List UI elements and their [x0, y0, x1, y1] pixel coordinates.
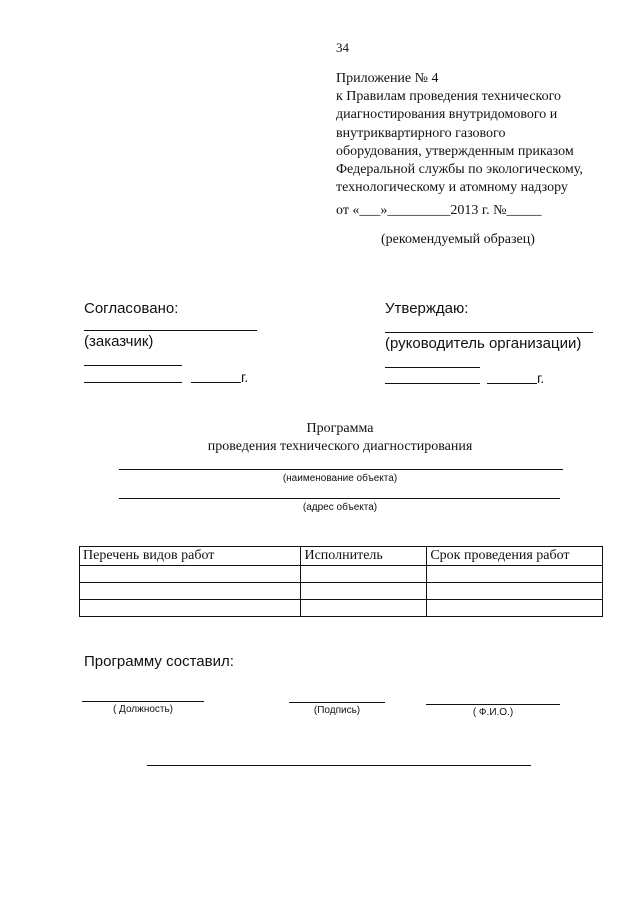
director-date-line — [385, 383, 480, 384]
agreed-label: Согласовано: — [84, 300, 179, 317]
table-cell — [80, 566, 301, 583]
position-line — [82, 701, 204, 702]
customer-name-line — [84, 365, 182, 366]
program-subtitle: проведения технического диагностирования — [207, 439, 473, 454]
table-cell — [427, 566, 603, 583]
table-cell — [301, 583, 427, 600]
fio-caption: ( Ф.И.О.) — [472, 707, 514, 718]
signature-caption: (Подпись) — [313, 705, 361, 716]
signature-line — [289, 702, 385, 703]
director-signature-line — [385, 332, 593, 333]
works-list-header: Перечень видов работ — [80, 547, 301, 566]
executor-header: Исполнитель — [301, 547, 427, 566]
object-name-caption: (наименование объекта) — [282, 473, 398, 484]
director-role-label: (руководитель организации) — [385, 335, 582, 352]
program-title: Программа — [306, 421, 374, 436]
header-line: технологическому и атомному надзору — [336, 180, 568, 196]
table-cell — [427, 583, 603, 600]
customer-year-suffix: г. — [241, 369, 249, 385]
customer-role-label: (заказчик) — [84, 333, 154, 350]
table-row — [80, 600, 603, 617]
order-date-line: от «___»_________2013 г. №_____ — [336, 203, 542, 218]
object-address-line — [119, 498, 560, 499]
header-line: Федеральной службы по экологическому, — [336, 162, 583, 178]
table-cell — [301, 600, 427, 617]
director-year-suffix: г. — [537, 370, 545, 386]
header-line: оборудования, утвержденным приказом — [336, 143, 574, 159]
works-table — [79, 546, 603, 617]
appendix-header — [336, 70, 626, 197]
approve-label: Утверждаю: — [385, 300, 469, 317]
object-address-caption: (адрес объекта) — [302, 502, 378, 513]
position-caption: ( Должность) — [112, 704, 174, 715]
table-cell — [80, 600, 301, 617]
header-line: диагностирования внутридомового и — [336, 107, 558, 123]
page-number: 34 — [336, 40, 349, 55]
customer-year-line — [191, 382, 241, 383]
customer-signature-line — [84, 330, 257, 331]
header-line: Приложение № 4 — [336, 71, 439, 86]
header-line: к Правилам проведения технического — [336, 89, 562, 105]
header-line: внутриквартирного газового — [336, 125, 506, 141]
director-year-line — [487, 383, 537, 384]
deadline-header: Срок проведения работ — [427, 547, 603, 566]
table-header-row — [80, 547, 603, 566]
bottom-line — [147, 765, 531, 766]
table-row — [80, 566, 603, 583]
table-row — [80, 583, 603, 600]
object-name-line — [119, 469, 563, 470]
director-name-line — [385, 367, 480, 368]
table-cell — [427, 600, 603, 617]
program-author-label: Программу составил: — [84, 653, 234, 670]
sample-note: (рекомендуемый образец) — [381, 232, 535, 247]
fio-line — [426, 704, 560, 705]
table-cell — [301, 566, 427, 583]
table-cell — [80, 583, 301, 600]
customer-date-line — [84, 382, 182, 383]
